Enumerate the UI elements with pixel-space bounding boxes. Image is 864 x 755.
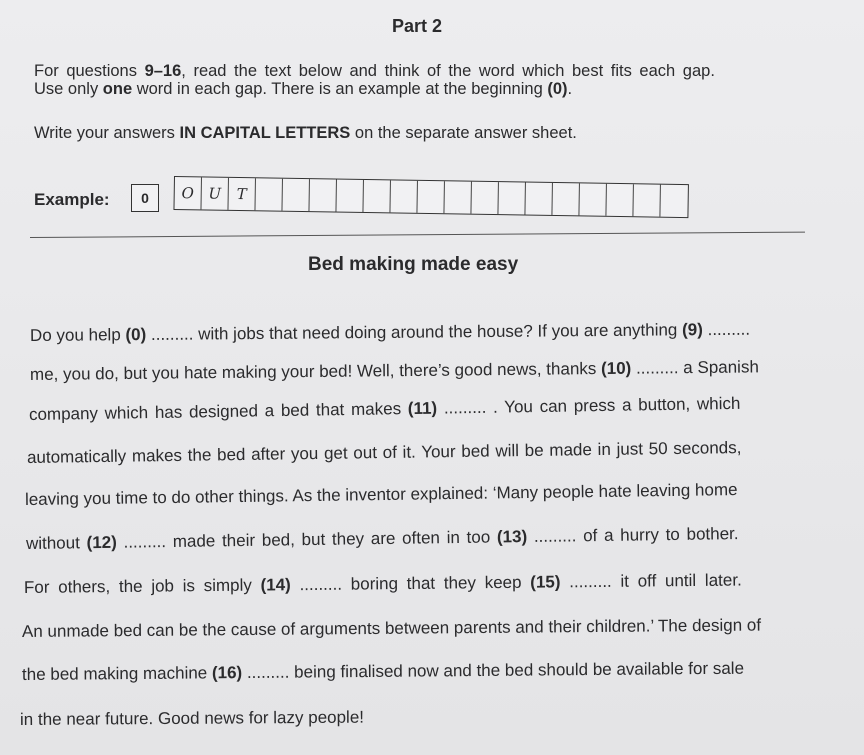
answer-cell (606, 184, 633, 216)
gap-number: (15) (530, 572, 561, 592)
gap-number: (12) (86, 532, 117, 553)
instruction-text: Use only (34, 80, 103, 98)
answer-cell (660, 185, 687, 217)
answer-cell (525, 183, 552, 215)
passage-line (25, 480, 738, 510)
answer-cell (282, 179, 309, 211)
answer-cell (498, 182, 525, 214)
instruction-text: Write your answers (34, 124, 180, 142)
passage-line (30, 320, 750, 346)
passage-text: without (25, 533, 87, 553)
passage-text: ......... boring that they keep (290, 572, 531, 595)
answer-cell (633, 184, 660, 216)
answer-cell (471, 182, 498, 214)
passage-text: ......... being finalised now and the bed should be available for sale (242, 658, 745, 683)
answer-cell (417, 181, 444, 213)
passage-line (30, 357, 759, 385)
passage-text: ......... a Spanish (631, 357, 759, 378)
instruction-text: , read the text below and think of the word which best fits each gap. (181, 62, 715, 80)
instruction-text: on the separate answer sheet. (350, 124, 577, 142)
passage-line (27, 438, 742, 468)
passage-text: in the near future. Good news for lazy people! (19, 707, 365, 729)
answer-cell (255, 178, 282, 210)
passage-text: leaving you time to do other things. As the inventor explained: ‘Many people hate leaving home (24, 480, 738, 509)
gap-number: (16) (211, 663, 243, 683)
example-number-box: 0 (131, 184, 159, 212)
passage-text: ......... of a hurry to bother. (527, 524, 739, 547)
answer-cell (390, 180, 417, 212)
answer-cell (444, 181, 471, 213)
passage-text: automatically makes the bed after you get out of it. Your bed will be made in just 50 seconds, (26, 438, 742, 467)
answer-cell: O (174, 177, 201, 209)
part-title: Part 2 (392, 16, 443, 36)
instruction-line-3 (34, 124, 577, 143)
passage-text: company which has designed a bed that makes (28, 399, 408, 424)
passage-text: ......... . You can press a button, which (436, 393, 741, 418)
passage-line (29, 394, 741, 425)
passage-text: ......... with jobs that need doing around the house? If you are anything (146, 320, 683, 344)
answer-cell: T (228, 178, 255, 210)
instruction-line-1 (34, 62, 715, 81)
passage-line (22, 659, 744, 685)
passage-line (26, 524, 739, 554)
gap-number: (0) (125, 324, 147, 345)
gap-number: (10) (600, 358, 632, 379)
gap-number: (11) (407, 398, 438, 419)
passage-text: ......... made their bed, but they are often in too (116, 527, 498, 552)
passage-text: me, you do, but you hate making your bed! Well, there’s good news, thanks (29, 359, 602, 384)
passage-text: ......... (702, 319, 751, 340)
passage-line (20, 708, 364, 730)
passage-text: Do you help (29, 325, 126, 345)
passage-text: the bed making machine (21, 663, 213, 684)
gap-number: (14) (260, 575, 291, 595)
passage-line (24, 570, 742, 598)
passage-text: ......... it off until later. (560, 570, 742, 592)
instruction-emphasis: one (102, 80, 133, 98)
answer-cell (579, 183, 606, 215)
answer-cell (336, 180, 363, 212)
gap-number: (9) (681, 320, 703, 340)
divider (30, 232, 805, 238)
instruction-emphasis: IN CAPITAL LETTERS (179, 124, 351, 142)
question-range: 9–16 (144, 62, 182, 80)
gap-number: (13) (496, 527, 528, 547)
passage-text: An unmade bed can be the cause of arguments between parents and their children.’ The design of (21, 615, 762, 641)
passage-line (22, 616, 761, 642)
answer-cell: U (201, 177, 228, 209)
example-answer-grid (173, 176, 688, 218)
instruction-text: word in each gap. There is an example at the beginning (132, 80, 548, 98)
passage-heading: Bed making made easy (308, 254, 519, 275)
instruction-line-2 (34, 80, 572, 99)
example-marker: (0) (547, 80, 568, 98)
instruction-text: For questions (34, 62, 145, 80)
example-label: Example: (34, 190, 110, 209)
answer-cell (309, 179, 336, 211)
answer-cell (363, 180, 390, 212)
instruction-text: . (567, 80, 573, 98)
answer-cell (552, 183, 579, 215)
passage-text: For others, the job is simply (23, 575, 261, 597)
